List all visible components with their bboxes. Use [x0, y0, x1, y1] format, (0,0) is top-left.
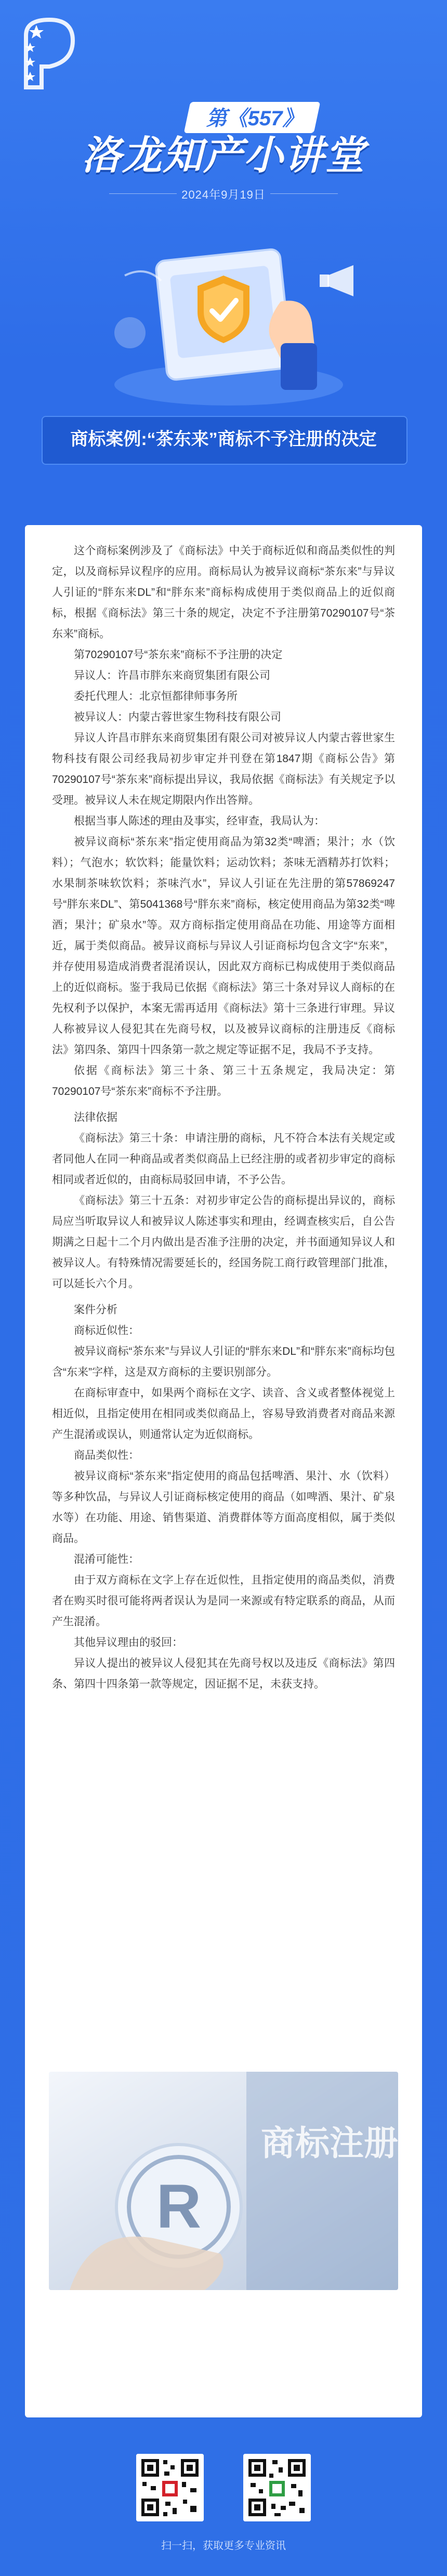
paragraph: 《商标法》第三十五条：对初步审定公告的商标提出异议的，商标局应当听取异议人和被异议人陈述事实和理由，经调查核实后，自公告期满之日起十二个月内做出是否准予注册的决定，并书面通知异议人和被异议人。有特殊情况需要延长的，经国务院工商行政管理部门批准，可以延长六个月。 [52, 1195, 395, 1290]
subsection-heading: 其他异议理由的驳回： [74, 1637, 183, 1649]
paragraph: 被异议人：内蒙古蓉世家生物科技有限公司 [74, 711, 281, 723]
trademark-text: 商标注册 [261, 2124, 398, 2162]
paragraph: 被异议商标“茶东来”指定使用商品为第32类“啤酒；果汁；水（饮料）；气泡水；软饮料；能量饮料；运动饮料；茶味无酒精苏打饮料；水果制茶味软饮料；茶味汽水”，异议人引证在先注册的第57869247号“胖东来DL”、第5041368号“胖东来”商标，核定使用商品为第32类“啤酒；果汁；矿泉水”等。双方商标指定使用商品在功能、用途等方面相近，属于类似商品。被异议商标与异议人引证商标均包含文字“东来”，并存使用易造成消费者混淆误认，因此双方商标已构成使用于类似商品上的近似商标。鉴于我局已依据《商标法》第三十条对异议人商标的在先权利予以保护，本案无需再适用《商标法》第十三条进行审理。异议人称被异议人侵犯其在先商号权，以及被异议商标的注册违反《商标法》第四条、第四十四条第一款之规定等证据不足，我局不予支持。 [52, 836, 395, 1056]
paragraph: 异议人提出的被异议人侵犯其在先商号权以及违反《商标法》第四条、第四十四条第一款等规定，因证据不足，未获支持。 [52, 1657, 395, 1690]
paragraph: 异议人许昌市胖东来商贸集团有限公司对被异议人内蒙古蓉世家生物科技有限公司经我局初步审定并刊登在第1847期《商标公告》第70290107号“茶东来”商标提出异议，我局依据《商标法》有关规定予以受理。被异议人未在规定期限内作出答辩。 [52, 732, 395, 806]
footer-caption: 扫一扫，获取更多专业资讯 [161, 2540, 286, 2552]
paragraph: 被异议商标“茶东来”与异议人引证的“胖东来DL”和“胖东来”商标均包含“东来”字样，这是双方商标的主要识别部分。 [52, 1345, 395, 1378]
paragraph: 异议人：许昌市胖东来商贸集团有限公司 [74, 670, 270, 682]
registered-symbol: R [156, 2172, 202, 2241]
paragraph: 被异议商标“茶东来”指定使用的商品包括啤酒、果汁、水（饮料）等多种饮品，与异议人引证商标核定使用的商品（如啤酒、果汁、矿泉水等）在功能、用途、销售渠道、消费群体等方面高度相似，属于类似商品。 [52, 1470, 395, 1545]
subsection-heading: 商标近似性： [74, 1325, 139, 1337]
article-body [52, 541, 395, 1695]
paragraph: 这个商标案例涉及了《商标法》中关于商标近似和商品类似性的判定，以及商标异议程序的应用。商标局认为被异议商标“茶东来”与异议人引证的“胖东来DL”和“胖东来”商标构成使用于类似商品上的近似商标，根据《商标法》第三十条的规定，决定不予注册第70290107号“茶东来”商标。 [52, 545, 395, 640]
section-heading: 案件分析 [74, 1304, 117, 1316]
paragraph: 在商标审查中，如果两个商标在文字、读音、含义或者整体视觉上相近似，且指定使用在相同或类似商品上，容易导致消费者对商品来源产生混淆或误认，则通常认定为近似商标。 [52, 1387, 395, 1441]
logo-icon [21, 15, 78, 93]
paragraph: 由于双方商标在文字上存在近似性，且指定使用的商品类似，消费者在购买时很可能将两者误认为是同一来源或有特定联系的商品，从而产生混淆。 [52, 1574, 395, 1628]
paragraph: 第70290107号“茶东来”商标不予注册的决定 [74, 649, 283, 661]
qr-code[interactable] [136, 2454, 204, 2521]
paragraph: 依据《商标法》第三十条、第三十五条规定，我局决定：第70290107号“茶东来”商标不予注册。 [52, 1065, 395, 1097]
hero-illustration [83, 213, 374, 421]
series-title: 洛龙知产小讲堂 [82, 134, 365, 178]
paragraph: 《商标法》第三十条：申请注册的商标，凡不符合本法有关规定或者同他人在同一种商品或者类似商品上已经注册的或者初步审定的商标相同或者近似的，由商标局驳回申请，不予公告。 [52, 1132, 395, 1186]
paragraph: 委托代理人：北京恒都律师事务所 [74, 690, 238, 702]
issue-number: 第《557》 [206, 107, 304, 130]
qr-code[interactable] [243, 2454, 311, 2521]
subsection-heading: 混淆可能性： [74, 1553, 139, 1565]
article-title: 商标案例:“茶东来”商标不予注册的决定 [70, 429, 377, 449]
divider [270, 193, 338, 194]
publish-date: 2024年9月19日 [181, 188, 266, 201]
section-heading: 法律依据 [74, 1112, 117, 1123]
trademark-registration-image [49, 2072, 398, 2290]
paragraph: 根据当事人陈述的理由及事实，经审查，我局认为： [74, 815, 325, 827]
subsection-heading: 商品类似性： [74, 1449, 139, 1461]
